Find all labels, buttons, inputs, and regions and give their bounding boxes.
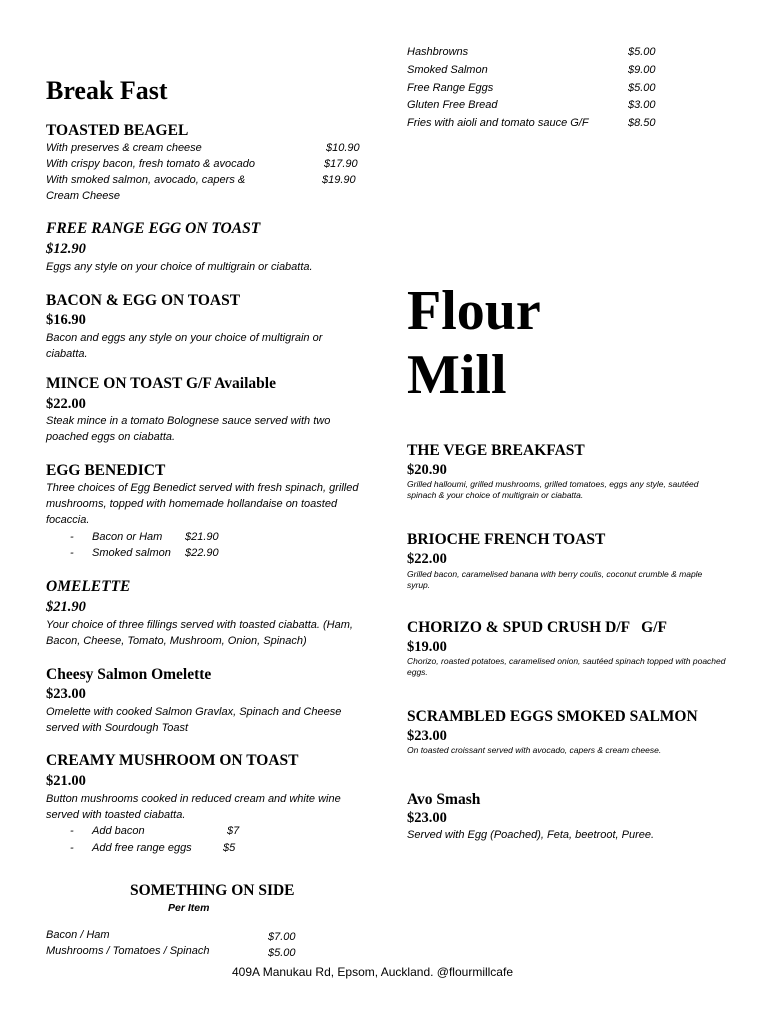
scrambled-desc: On toasted croissant served with avocado, capers & cream cheese. [407,745,662,755]
vege-heading: THE VEGE BREAKFAST [407,442,585,459]
vege-price: $20.90 [407,462,447,478]
side-price: $3.00 [628,99,656,111]
chorizo-price: $19.00 [407,639,447,655]
side-row: Smoked Salmon [407,64,488,76]
menu-row-price: $10.90 [326,142,360,154]
avo-desc: Served with Egg (Poached), Feta, beetroot, Puree. [407,829,655,841]
menu-row: With preserves & cream cheese [46,142,202,154]
option-price: $5 [223,842,236,854]
cheesy-salmon-desc: Omelette with cooked Salmon Gravlax, Spinach and Cheese served with Sourdough Toast [46,706,342,734]
free-range-egg-price: $12.90 [46,241,86,257]
egg-benedict-heading: EGG BENEDICT [46,462,166,479]
avo-price: $23.00 [407,810,447,826]
brioche-price: $22.00 [407,551,447,567]
bacon-egg-heading: BACON & EGG ON TOAST [46,292,241,309]
side-row: Gluten Free Bread [407,99,498,111]
menu-row-price: $17.90 [324,158,358,170]
free-range-egg-heading: FREE RANGE EGG ON TOAST [46,220,261,237]
chorizo-heading: CHORIZO & SPUD CRUSH D/F G/F [407,619,667,636]
sides-subheading: Per Item [168,902,210,914]
side-price: $5.00 [628,82,656,94]
side-row: Mushrooms / Tomatoes / Spinach [46,945,210,957]
free-range-egg-desc: Eggs any style on your choice of multigrain or ciabatta. [46,261,313,273]
side-price: $5.00 [628,46,656,58]
side-price: $7.00 [268,931,296,943]
option-row: - Smoked salmon [70,547,171,559]
brioche-desc: Grilled bacon, caramelised banana with berry coulis, coconut crumble & maple syrup. [407,569,703,590]
brioche-heading: BRIOCHE FRENCH TOAST [407,531,606,548]
side-row: Fries with aioli and tomato sauce G/F [407,117,589,129]
side-price: $8.50 [628,117,656,129]
menu-row-price: $19.90 [322,174,356,186]
egg-benedict-desc: Three choices of Egg Benedict served with fresh spinach, grilled mushrooms, topped with homemade hollandaise on toasted focaccia. [46,482,359,526]
omelette-heading: OMELETTE [46,578,131,595]
side-row: Bacon / Ham [46,929,110,941]
creamy-mushroom-desc: Button mushrooms cooked in reduced cream and white wine served with toasted ciabatta. [46,793,341,821]
creamy-mushroom-price: $21.00 [46,773,86,789]
option-price: $7 [227,825,240,837]
scrambled-heading: SCRAMBLED EGGS SMOKED SALMON [407,708,698,725]
omelette-desc: Your choice of three fillings served with toasted ciabatta. (Ham, Bacon, Cheese, Tomato, Mushroom, Onion, Spinach) [46,619,353,647]
menu-row-continuation: Cream Cheese [46,190,120,202]
option-row: - Bacon or Ham [70,531,163,543]
side-price: $5.00 [268,947,296,959]
mince-heading: MINCE ON TOAST G/F Available [46,375,276,392]
page-title: Break Fast [46,76,168,105]
omelette-price: $21.90 [46,599,86,615]
creamy-mushroom-heading: CREAMY MUSHROOM ON TOAST [46,752,299,769]
option-row: - Add bacon [70,825,145,837]
menu-row: With crispy bacon, fresh tomato & avocado [46,158,255,170]
mince-price: $22.00 [46,396,86,412]
sides-heading: SOMETHING ON SIDE [130,882,295,899]
side-row: Free Range Eggs [407,82,494,94]
side-price: $9.00 [628,64,656,76]
menu-row: With smoked salmon, avocado, capers & [46,174,246,186]
scrambled-price: $23.00 [407,728,447,744]
cheesy-salmon-price: $23.00 [46,686,86,702]
chorizo-desc: Chorizo, roasted potatoes, caramelised onion, sautéed spinach topped with poached eggs. [407,656,726,677]
footer-address: 409A Manukau Rd, Epsom, Auckland. @flourmillcafe [232,965,513,979]
toasted-beagel-heading: TOASTED BEAGEL [46,122,189,139]
option-price: $22.90 [185,547,219,559]
option-row: - Add free range eggs [70,842,192,854]
avo-heading: Avo Smash [407,791,481,808]
bacon-egg-desc: Bacon and eggs any style on your choice of multigrain or ciabatta. [46,332,323,360]
cheesy-salmon-heading: Cheesy Salmon Omelette [46,666,212,683]
side-row: Hashbrowns [407,46,469,58]
mince-desc: Steak mince in a tomato Bolognese sauce served with two poached eggs on ciabatta. [46,415,331,443]
vege-desc: Grilled halloumi, grilled mushrooms, grilled tomatoes, eggs any style, sautéed spinach & your choice of multigrain or ciabatta. [407,479,699,500]
bacon-egg-price: $16.90 [46,312,86,328]
brand-line-1: Flour [407,280,541,342]
brand-line-2: Mill [407,344,507,406]
option-price: $21.90 [185,531,219,543]
